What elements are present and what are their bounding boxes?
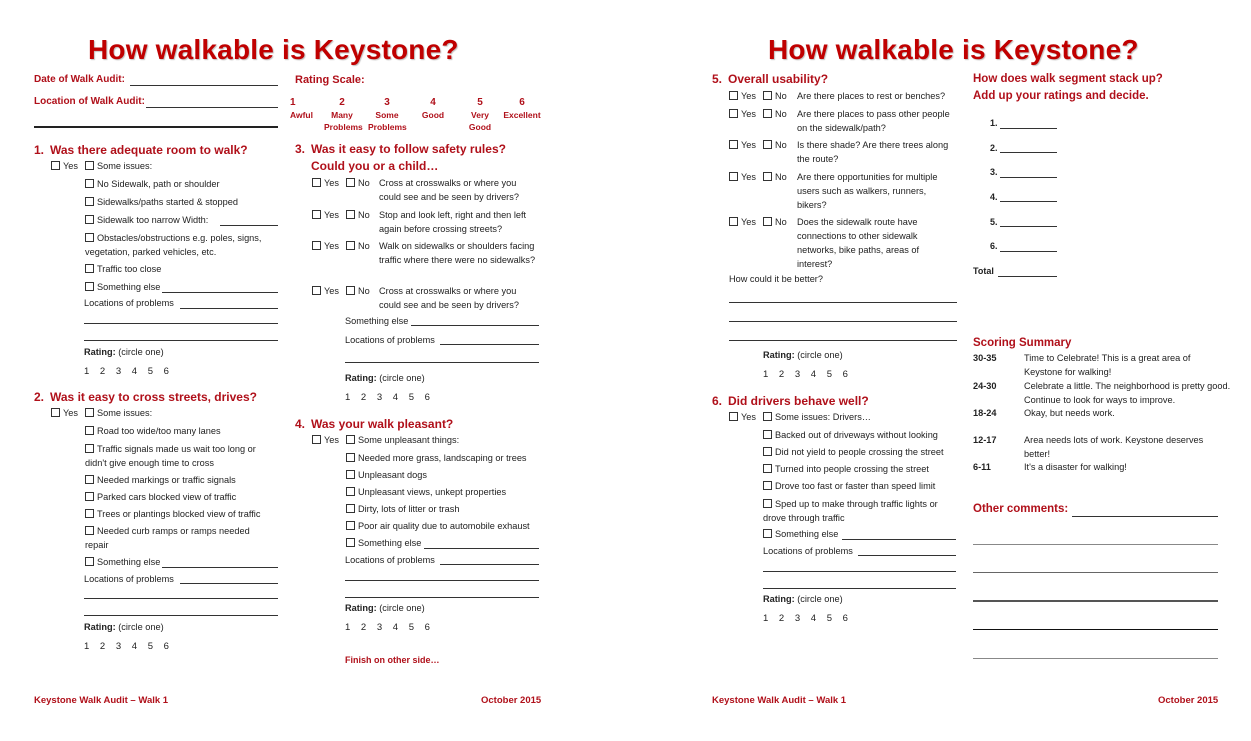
something-else-field[interactable] <box>411 325 539 326</box>
q5-yes[interactable]: Yes <box>729 138 756 152</box>
checkbox-icon[interactable] <box>346 504 355 513</box>
q2-option[interactable]: Needed markings or traffic signals <box>85 473 236 487</box>
q3-item-text: Walk on sidewalks or shoulders facing traffic where there were no sidewalks? <box>379 241 536 265</box>
q4-option[interactable]: Something else <box>346 536 421 550</box>
checkbox-icon[interactable] <box>346 178 355 187</box>
summary-row: 6-11 It's a disaster for walking! <box>973 462 1127 472</box>
question-5-heading: 5. Overall usability? <box>712 72 829 86</box>
checkbox-icon[interactable] <box>312 210 321 219</box>
locations-field-line[interactable] <box>84 340 278 341</box>
q4-yes-option[interactable]: Yes <box>312 433 339 447</box>
checkbox-icon[interactable] <box>312 178 321 187</box>
checkbox-icon[interactable] <box>763 109 772 118</box>
q6-rating-label: Rating: (circle one) <box>763 594 843 604</box>
footer-right: October 2015 <box>481 695 542 706</box>
q4-option[interactable]: Unpleasant dogs <box>346 468 427 482</box>
locations-field-line[interactable] <box>84 615 278 616</box>
q3-yes[interactable]: Yes <box>312 284 339 298</box>
locations-field[interactable] <box>180 583 278 584</box>
checkbox-icon[interactable] <box>346 521 355 530</box>
checkbox-icon[interactable] <box>763 140 772 149</box>
q4-rating-label: Rating: (circle one) <box>345 603 425 613</box>
stack-row-label: 6. <box>990 241 998 251</box>
something-else-field[interactable] <box>162 567 278 568</box>
checkbox-icon[interactable] <box>85 161 94 170</box>
rating-scale-6: 6 Excellent <box>503 97 541 120</box>
comments-field-line[interactable] <box>973 629 1218 630</box>
q5-no[interactable]: No <box>763 107 787 121</box>
q3-no[interactable]: No <box>346 239 370 253</box>
stack-row-field[interactable] <box>1000 251 1057 252</box>
checkbox-icon[interactable] <box>729 172 738 181</box>
q5-no[interactable]: No <box>763 215 787 229</box>
q2-rating-options[interactable]: 1 2 3 4 5 6 <box>84 641 169 652</box>
locations-field-line[interactable] <box>763 588 956 589</box>
locations-field[interactable] <box>180 308 278 309</box>
checkbox-icon[interactable] <box>85 426 94 435</box>
q4-rating-options[interactable]: 1 2 3 4 5 6 <box>345 622 430 633</box>
stack-row-label: 1. <box>990 118 998 128</box>
checkbox-icon[interactable] <box>763 481 772 490</box>
q2-option[interactable]: Parked cars blocked view of traffic <box>85 490 236 504</box>
checkbox-icon[interactable] <box>85 233 94 242</box>
q4-locations-label: Locations of problems <box>345 555 435 565</box>
q4-option[interactable]: Dirty, lots of litter or trash <box>346 502 459 516</box>
q5-better-label: How could it be better? <box>729 274 823 284</box>
checkbox-icon[interactable] <box>763 447 772 456</box>
question-2-heading: 2. Was it easy to cross streets, drives? <box>34 390 257 404</box>
q1-yes-option[interactable]: Yes <box>51 159 78 173</box>
q3-rating-label: Rating: (circle one) <box>345 373 425 383</box>
q2-option[interactable]: Trees or plantings blocked view of traffic <box>85 507 260 521</box>
q5-item-text: Are there opportunities for multiple users such as walkers, runners, bikers? <box>797 172 938 210</box>
comments-field[interactable] <box>1072 516 1218 517</box>
checkbox-icon[interactable] <box>729 109 738 118</box>
total-label: Total <box>973 266 994 276</box>
q2-locations-label: Locations of problems <box>84 574 174 584</box>
q3-no[interactable]: No <box>346 284 370 298</box>
question-3-heading: 3. Was it easy to follow safety rules? <box>295 142 506 156</box>
rating-scale-4: 4 Good <box>421 97 445 120</box>
q6-locations-label: Locations of problems <box>763 546 853 556</box>
something-else-field[interactable] <box>424 548 539 549</box>
stack-row-field[interactable] <box>1000 226 1057 227</box>
q5-rating-label: Rating: (circle one) <box>763 350 843 360</box>
stack-row-label: 5. <box>990 217 998 227</box>
q6-option[interactable]: Sped up to make through traffic lights or drove through traffic <box>763 499 938 523</box>
q2-option[interactable]: Something else <box>85 555 160 569</box>
checkbox-icon[interactable] <box>51 408 60 417</box>
checkbox-icon[interactable] <box>85 492 94 501</box>
summary-row: 12-17 Area needs lots of work. Keystone deserves better! <box>973 435 1204 459</box>
checkbox-icon[interactable] <box>346 470 355 479</box>
location-field-line2[interactable] <box>34 126 278 128</box>
q5-no[interactable]: No <box>763 170 787 184</box>
q3-no[interactable]: No <box>346 208 370 222</box>
q6-yes-option[interactable]: Yes <box>729 410 756 424</box>
footer-right: October 2015 <box>1158 695 1219 706</box>
q1-locations-label: Locations of problems <box>84 298 174 308</box>
locations-field-line[interactable] <box>345 597 539 598</box>
checkbox-icon[interactable] <box>763 172 772 181</box>
q2-option[interactable]: Needed curb ramps or ramps needed repair <box>85 526 250 550</box>
stack-row-field[interactable] <box>1000 128 1057 129</box>
q6-option[interactable]: Did not yield to people crossing the street <box>763 445 944 459</box>
comments-field-line[interactable] <box>973 658 1218 659</box>
q3-locations-label: Locations of problems <box>345 335 435 345</box>
checkbox-icon[interactable] <box>85 282 94 291</box>
q5-no[interactable]: No <box>763 138 787 152</box>
locations-field-line[interactable] <box>345 580 539 581</box>
checkbox-icon[interactable] <box>346 286 355 295</box>
checkbox-icon[interactable] <box>763 217 772 226</box>
q5-item-text: Is there shade? Are there trees along the route? <box>797 140 949 164</box>
checkbox-icon[interactable] <box>85 526 94 535</box>
checkbox-icon[interactable] <box>729 91 738 100</box>
checkbox-icon[interactable] <box>85 408 94 417</box>
q1-option[interactable]: Sidewalks/paths started & stopped <box>85 195 238 209</box>
checkbox-icon[interactable] <box>763 412 772 421</box>
rating-scale-1: 1 Awful <box>290 97 313 120</box>
stack-row-label: 4. <box>990 192 998 202</box>
locations-field-line[interactable] <box>345 362 539 363</box>
question-6-heading: 6. Did drivers behave well? <box>712 394 869 408</box>
q1-option[interactable]: No Sidewalk, path or shoulder <box>85 177 220 191</box>
better-field-line[interactable] <box>729 302 957 303</box>
stack-heading-2: Add up your ratings and decide. <box>973 90 1149 102</box>
something-else-field[interactable] <box>162 292 278 293</box>
locations-field-line[interactable] <box>84 323 278 324</box>
checkbox-icon[interactable] <box>729 140 738 149</box>
checkbox-icon[interactable] <box>85 475 94 484</box>
stack-row-label: 2. <box>990 143 998 153</box>
q1-rating-options[interactable]: 1 2 3 4 5 6 <box>84 366 169 377</box>
checkbox-icon[interactable] <box>85 444 94 453</box>
something-else-field[interactable] <box>842 539 956 540</box>
locations-field[interactable] <box>440 564 539 565</box>
q5-no[interactable]: No <box>763 89 787 103</box>
q4-some-option[interactable]: Some unpleasant things: <box>346 433 459 447</box>
checkbox-icon[interactable] <box>85 179 94 188</box>
q2-some-issues-option[interactable]: Some issues: <box>85 406 152 420</box>
checkbox-icon[interactable] <box>312 286 321 295</box>
location-label: Location of Walk Audit: <box>34 96 145 107</box>
q6-option[interactable]: Drove too fast or faster than speed limit <box>763 479 935 493</box>
question-1-heading: 1. Was there adequate room to walk? <box>34 143 248 157</box>
checkbox-icon[interactable] <box>312 241 321 250</box>
q3-rating-options[interactable]: 1 2 3 4 5 6 <box>345 392 430 403</box>
location-field[interactable] <box>146 107 278 108</box>
checkbox-icon[interactable] <box>312 435 321 444</box>
checkbox-icon[interactable] <box>85 197 94 206</box>
checkbox-icon[interactable] <box>763 499 772 508</box>
q3-yes[interactable]: Yes <box>312 176 339 190</box>
q1-option[interactable]: Something else <box>85 280 160 294</box>
stack-row-field[interactable] <box>1000 177 1057 178</box>
locations-field[interactable] <box>440 344 539 345</box>
page-title: How walkable is Keystone? <box>768 34 1139 65</box>
checkbox-icon[interactable] <box>763 430 772 439</box>
q6-option[interactable]: Backed out of driveways without looking <box>763 428 938 442</box>
q2-yes-option[interactable]: Yes <box>51 406 78 420</box>
stack-row-field[interactable] <box>1000 201 1057 202</box>
summary-row: 18-24 Okay, but needs work. <box>973 408 1115 418</box>
q1-rating-label: Rating: (circle one) <box>84 347 164 357</box>
finish-note: Finish on other side… <box>345 655 440 665</box>
q3-yes[interactable]: Yes <box>312 208 339 222</box>
stack-row-label: 3. <box>990 167 998 177</box>
checkbox-icon[interactable] <box>346 487 355 496</box>
total-field[interactable] <box>998 276 1057 277</box>
checkbox-icon[interactable] <box>729 412 738 421</box>
date-field[interactable] <box>130 85 278 86</box>
other-comments-label: Other comments: <box>973 503 1069 515</box>
comments-field-line[interactable] <box>973 600 1218 602</box>
q5-item-text: Are there places to pass other people on the sidewalk/path? <box>797 109 950 133</box>
rating-scale-5: 5 Very Good <box>468 97 492 132</box>
question-4-heading: 4. Was your walk pleasant? <box>295 417 454 431</box>
checkbox-icon[interactable] <box>346 538 355 547</box>
locations-field-line[interactable] <box>84 598 278 599</box>
comments-field-line[interactable] <box>973 572 1218 573</box>
q1-option[interactable]: Sidewalk too narrow Width: <box>85 213 208 227</box>
checkbox-icon[interactable] <box>85 509 94 518</box>
q2-option[interactable]: Traffic signals made us wait too long or didn't give enough time to cross <box>85 444 256 468</box>
q5-item-text: Are there places to rest or benches? <box>797 91 946 101</box>
checkbox-icon[interactable] <box>85 264 94 273</box>
q3-item-text: Stop and look left, right and then left again before crossing streets? <box>379 210 527 234</box>
q5-yes[interactable]: Yes <box>729 215 756 229</box>
q6-option[interactable]: Something else <box>763 527 838 541</box>
date-label: Date of Walk Audit: <box>34 74 125 85</box>
rating-scale-label: Rating Scale: <box>295 74 365 86</box>
locations-field-line[interactable] <box>763 571 956 572</box>
rating-scale-3: 3 Some Problems <box>368 97 407 132</box>
q4-option[interactable]: Unpleasant views, unkept properties <box>346 485 506 499</box>
footer-left: Keystone Walk Audit – Walk 1 <box>712 695 847 706</box>
q5-yes[interactable]: Yes <box>729 107 756 121</box>
page-title: How walkable is Keystone? <box>88 34 459 65</box>
q5-item-text: Does the sidewalk route have connections to other sidewalk networks, bike paths, areas of interest? <box>797 217 920 269</box>
q5-yes[interactable]: Yes <box>729 89 756 103</box>
q3-item-text: Cross at crosswalks or where you could see and be seen by drivers? <box>379 178 519 202</box>
checkbox-icon[interactable] <box>763 529 772 538</box>
checkbox-icon[interactable] <box>763 91 772 100</box>
stack-row-field[interactable] <box>1000 152 1057 153</box>
question-3-subheading: Could you or a child… <box>311 159 439 173</box>
better-field-line[interactable] <box>729 321 957 322</box>
q2-rating-label: Rating: (circle one) <box>84 622 164 632</box>
q1-option[interactable]: Traffic too close <box>85 262 161 276</box>
scoring-summary-title: Scoring Summary <box>973 337 1072 349</box>
summary-row: 24-30 Celebrate a little. The neighborhood is pretty good. Continue to look for ways to improve. <box>973 381 1231 405</box>
better-field-line[interactable] <box>729 340 957 341</box>
checkbox-icon[interactable] <box>346 210 355 219</box>
checkbox-icon[interactable] <box>346 435 355 444</box>
q3-yes[interactable]: Yes <box>312 239 339 253</box>
footer-left: Keystone Walk Audit – Walk 1 <box>34 695 169 706</box>
q3-item-text: Cross at crosswalks or where you could see and be seen by drivers? <box>379 286 519 310</box>
locations-field[interactable] <box>858 555 956 556</box>
q2-option[interactable]: Road too wide/too many lanes <box>85 424 221 438</box>
stack-heading-1: How does walk segment stack up? <box>973 73 1163 85</box>
q3-something-else-label: Something else <box>345 316 409 326</box>
checkbox-icon[interactable] <box>346 453 355 462</box>
comments-field-line[interactable] <box>973 544 1218 545</box>
checkbox-icon[interactable] <box>51 161 60 170</box>
checkbox-icon[interactable] <box>729 217 738 226</box>
q1-option[interactable]: Obstacles/obstructions e.g. poles, signs, vegetation, parked vehicles, etc. <box>85 233 262 257</box>
q1-some-issues-option[interactable]: Some issues: <box>85 159 152 173</box>
checkbox-icon[interactable] <box>85 215 94 224</box>
summary-row: 30-35 Time to Celebrate! This is a great area of Keystone for walking! <box>973 353 1191 377</box>
checkbox-icon[interactable] <box>763 464 772 473</box>
q4-option[interactable]: Poor air quality due to automobile exhaust <box>346 519 530 533</box>
q6-some-option[interactable]: Some issues: Drivers… <box>763 410 871 424</box>
checkbox-icon[interactable] <box>346 241 355 250</box>
width-field[interactable] <box>220 225 278 226</box>
checkbox-icon[interactable] <box>85 557 94 566</box>
q5-rating-options[interactable]: 1 2 3 4 5 6 <box>763 369 848 380</box>
q4-option[interactable]: Needed more grass, landscaping or trees <box>346 451 527 465</box>
q5-yes[interactable]: Yes <box>729 170 756 184</box>
q6-option[interactable]: Turned into people crossing the street <box>763 462 929 476</box>
rating-scale-2: 2 Many Problems <box>324 97 363 132</box>
q6-rating-options[interactable]: 1 2 3 4 5 6 <box>763 613 848 624</box>
q3-no[interactable]: No <box>346 176 370 190</box>
